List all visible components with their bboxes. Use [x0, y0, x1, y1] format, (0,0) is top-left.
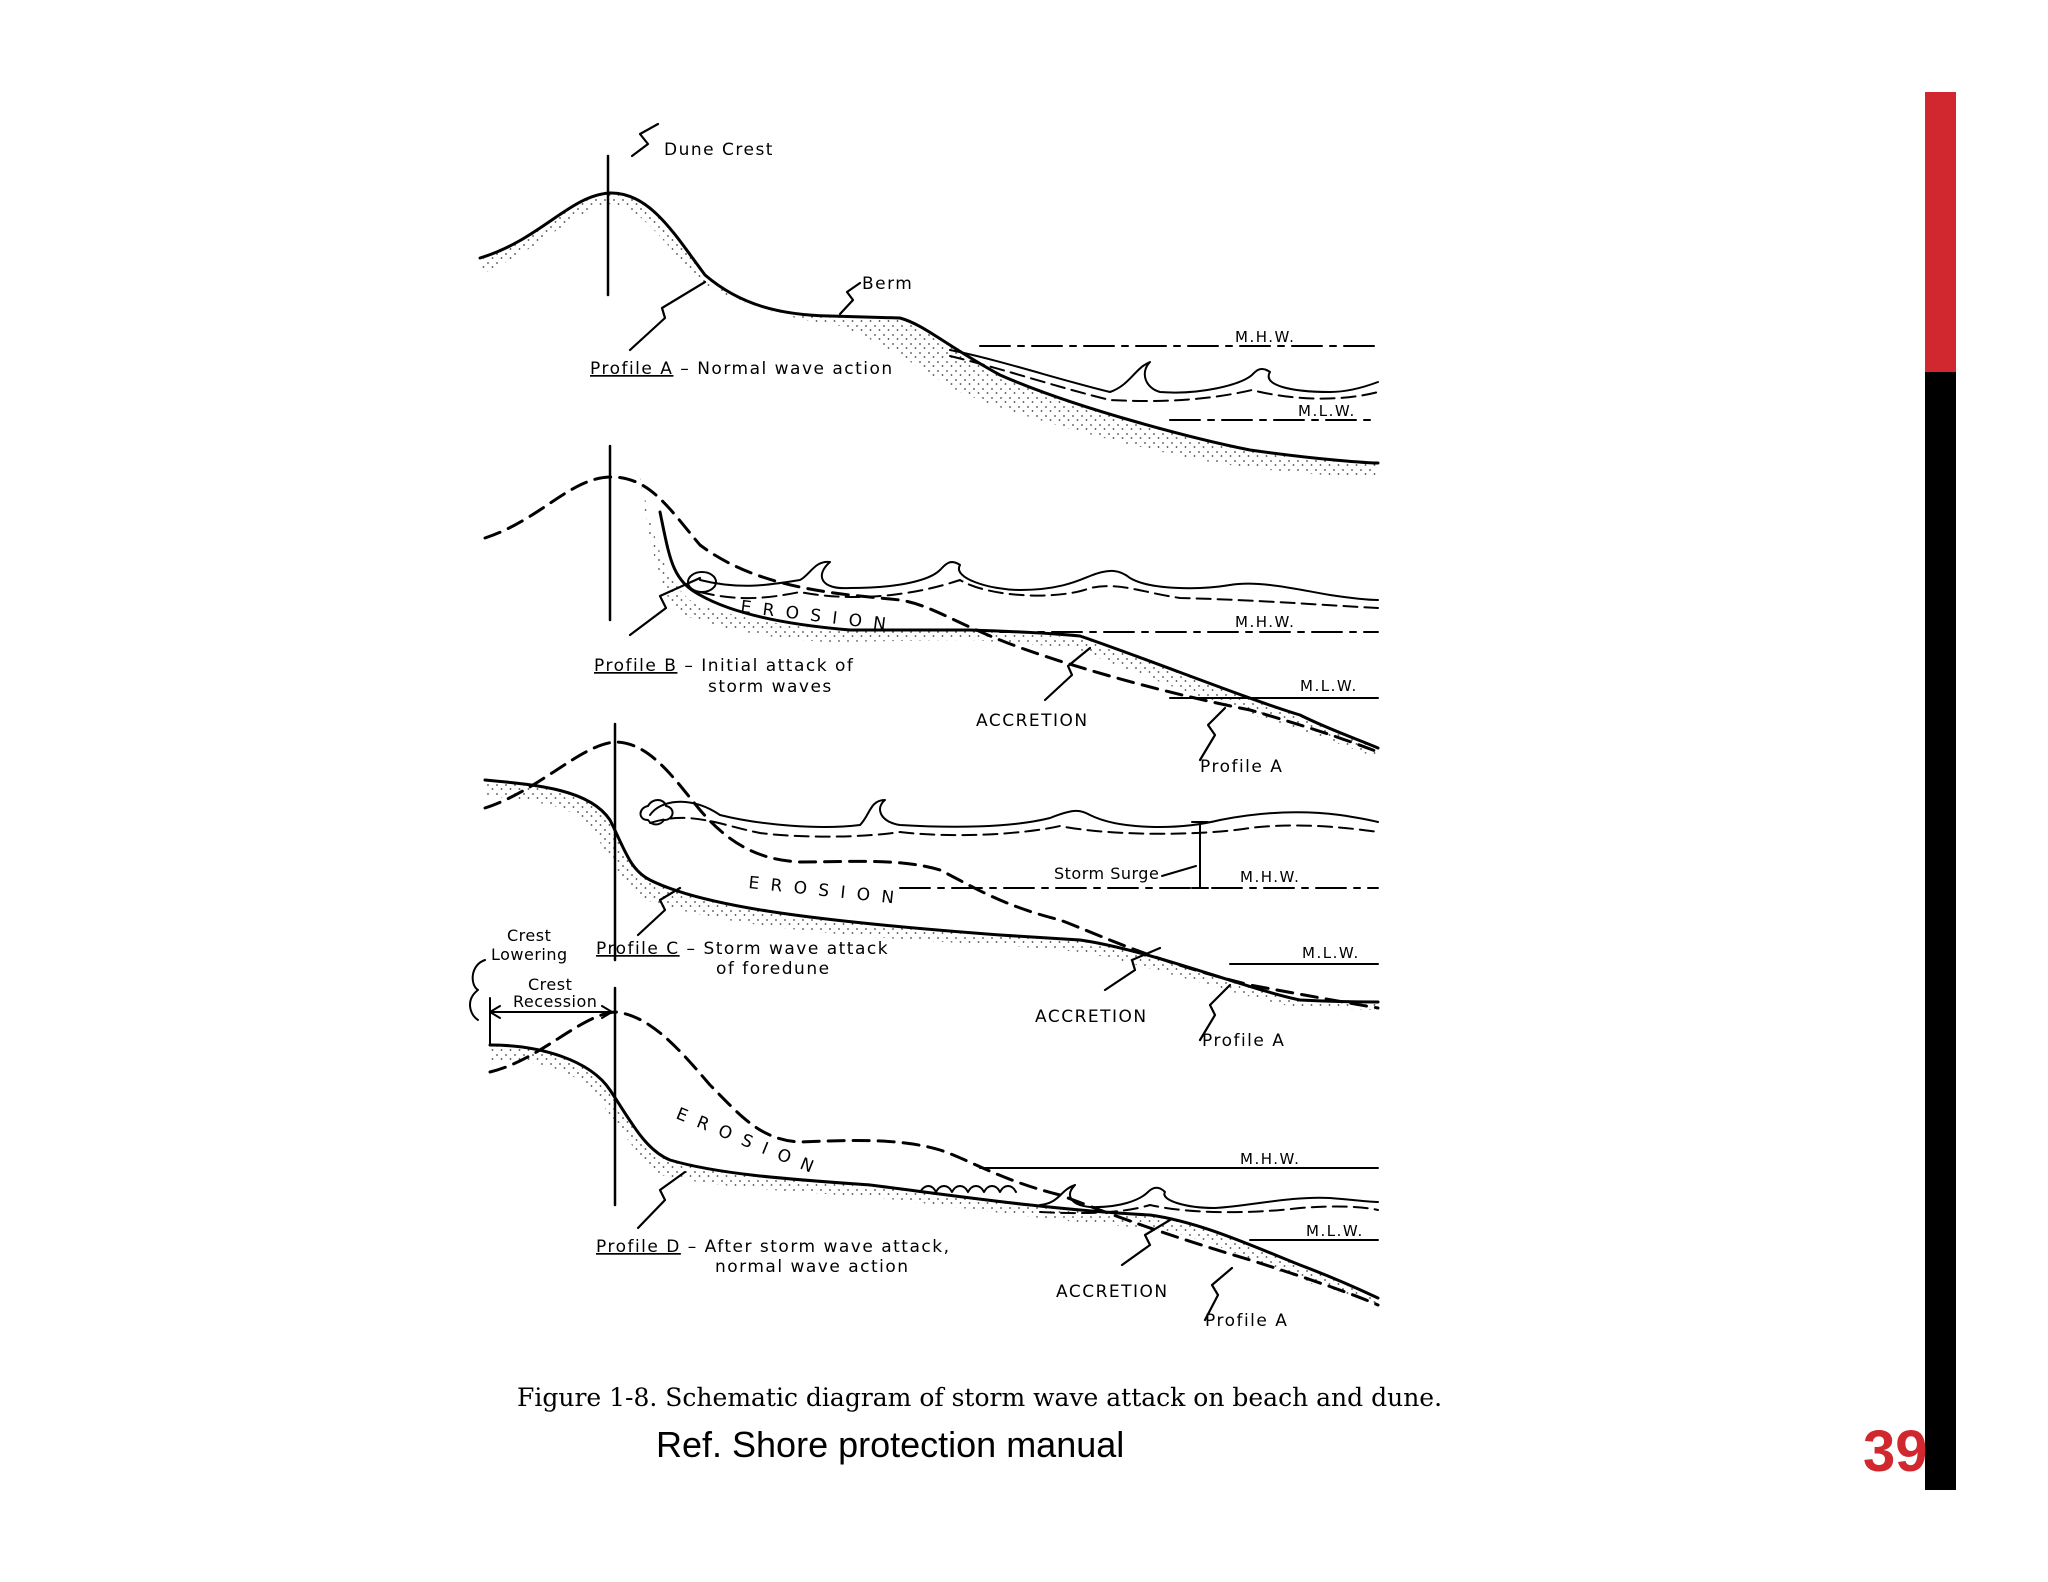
profile-c-title-ref: Profile C [596, 939, 680, 959]
profile-d-leader [638, 1172, 685, 1228]
profile-a-group [480, 124, 1378, 478]
profile-c-sand [485, 780, 1378, 1010]
profile-d-title-ref: Profile D [596, 1237, 681, 1257]
crest-recession-label-1: Crest [528, 975, 573, 994]
profile-c-accretion-label: ACCRETION [1035, 1007, 1148, 1027]
profile-c-mlw-label: M.L.W. [1302, 944, 1360, 962]
profile-a-title-ref: Profile A [590, 359, 674, 379]
profile-c-profile-a-label: Profile A [1202, 1031, 1286, 1051]
crest-lowering-label-2: Lowering [491, 945, 568, 964]
profile-b-mlw-label: M.L.W. [1300, 677, 1358, 695]
profile-c-title-rest: – Storm wave attack [679, 939, 890, 959]
profile-d-mlw-label: M.L.W. [1306, 1222, 1364, 1240]
crest-lowering-label-1: Crest [507, 926, 552, 945]
profile-a-mhw-label: M.H.W. [1235, 328, 1296, 346]
profile-d-actual [490, 1045, 1378, 1298]
profile-d-title-line2: normal wave action [715, 1257, 910, 1277]
profile-a-title [590, 359, 894, 379]
profile-b-mhw-label: M.H.W. [1235, 613, 1296, 631]
figure-caption: Figure 1-8. Schematic diagram of storm wave attack on beach and dune. [517, 1383, 1443, 1412]
storm-surge-leader [1162, 866, 1196, 876]
page-number: 39 [1863, 1419, 1928, 1484]
profile-b-erosion-label: E R O S I O N [739, 597, 890, 636]
profile-d-foam [920, 1186, 1016, 1192]
crest-recession-label-2: Recession [513, 992, 598, 1011]
profile-a-mlw-label: M.L.W. [1298, 402, 1356, 420]
profile-d-accretion-label: ACCRETION [1056, 1282, 1169, 1302]
storm-surge-label: Storm Surge [1054, 864, 1160, 883]
profile-b-wave-1 [700, 562, 1378, 600]
profile-d-title [596, 1237, 950, 1257]
berm-label: Berm [862, 274, 914, 294]
profile-d-profile-a-label: Profile A [1205, 1311, 1289, 1331]
profile-a-leader [630, 282, 705, 350]
profile-c-wave-2 [650, 818, 1378, 837]
crest-lowering-brace [470, 960, 485, 1020]
profile-b-group [485, 446, 1378, 760]
profile-b-title-rest: – Initial attack of [677, 656, 855, 676]
profile-d-wave-1 [1040, 1185, 1378, 1208]
profile-a-title-rest: – Normal wave action [673, 359, 894, 379]
profile-c-mhw-label: M.H.W. [1240, 868, 1301, 886]
profile-b-title [594, 656, 854, 676]
profile-d-title-rest: – After storm wave attack, [680, 1237, 951, 1257]
profile-b-accretion-leader [1045, 648, 1090, 700]
dune-crest-leader [632, 124, 658, 156]
profile-c-erosion-label: E R O S I O N [747, 873, 899, 909]
profile-c-actual [485, 780, 1378, 1002]
profile-b-profile-a-leader [1200, 708, 1225, 760]
profile-d-erosion-label: E R O S I O N [673, 1104, 820, 1179]
dune-crest-label: Dune Crest [664, 140, 774, 160]
profile-b-accretion-label: ACCRETION [976, 711, 1089, 731]
profile-b-title-line2: storm waves [708, 677, 833, 697]
berm-leader [840, 283, 860, 314]
reference-note: Ref. Shore protection manual [656, 1424, 1125, 1465]
profile-c-title-line2: of foredune [716, 959, 831, 979]
profile-b-title-ref: Profile B [594, 656, 678, 676]
profile-c-title [596, 939, 889, 959]
profile-b-profile-a-label: Profile A [1200, 757, 1284, 777]
profile-d-mhw-label: M.H.W. [1240, 1150, 1301, 1168]
profile-c-wave-1 [650, 800, 1378, 827]
profile-d-sand [490, 1045, 1378, 1305]
